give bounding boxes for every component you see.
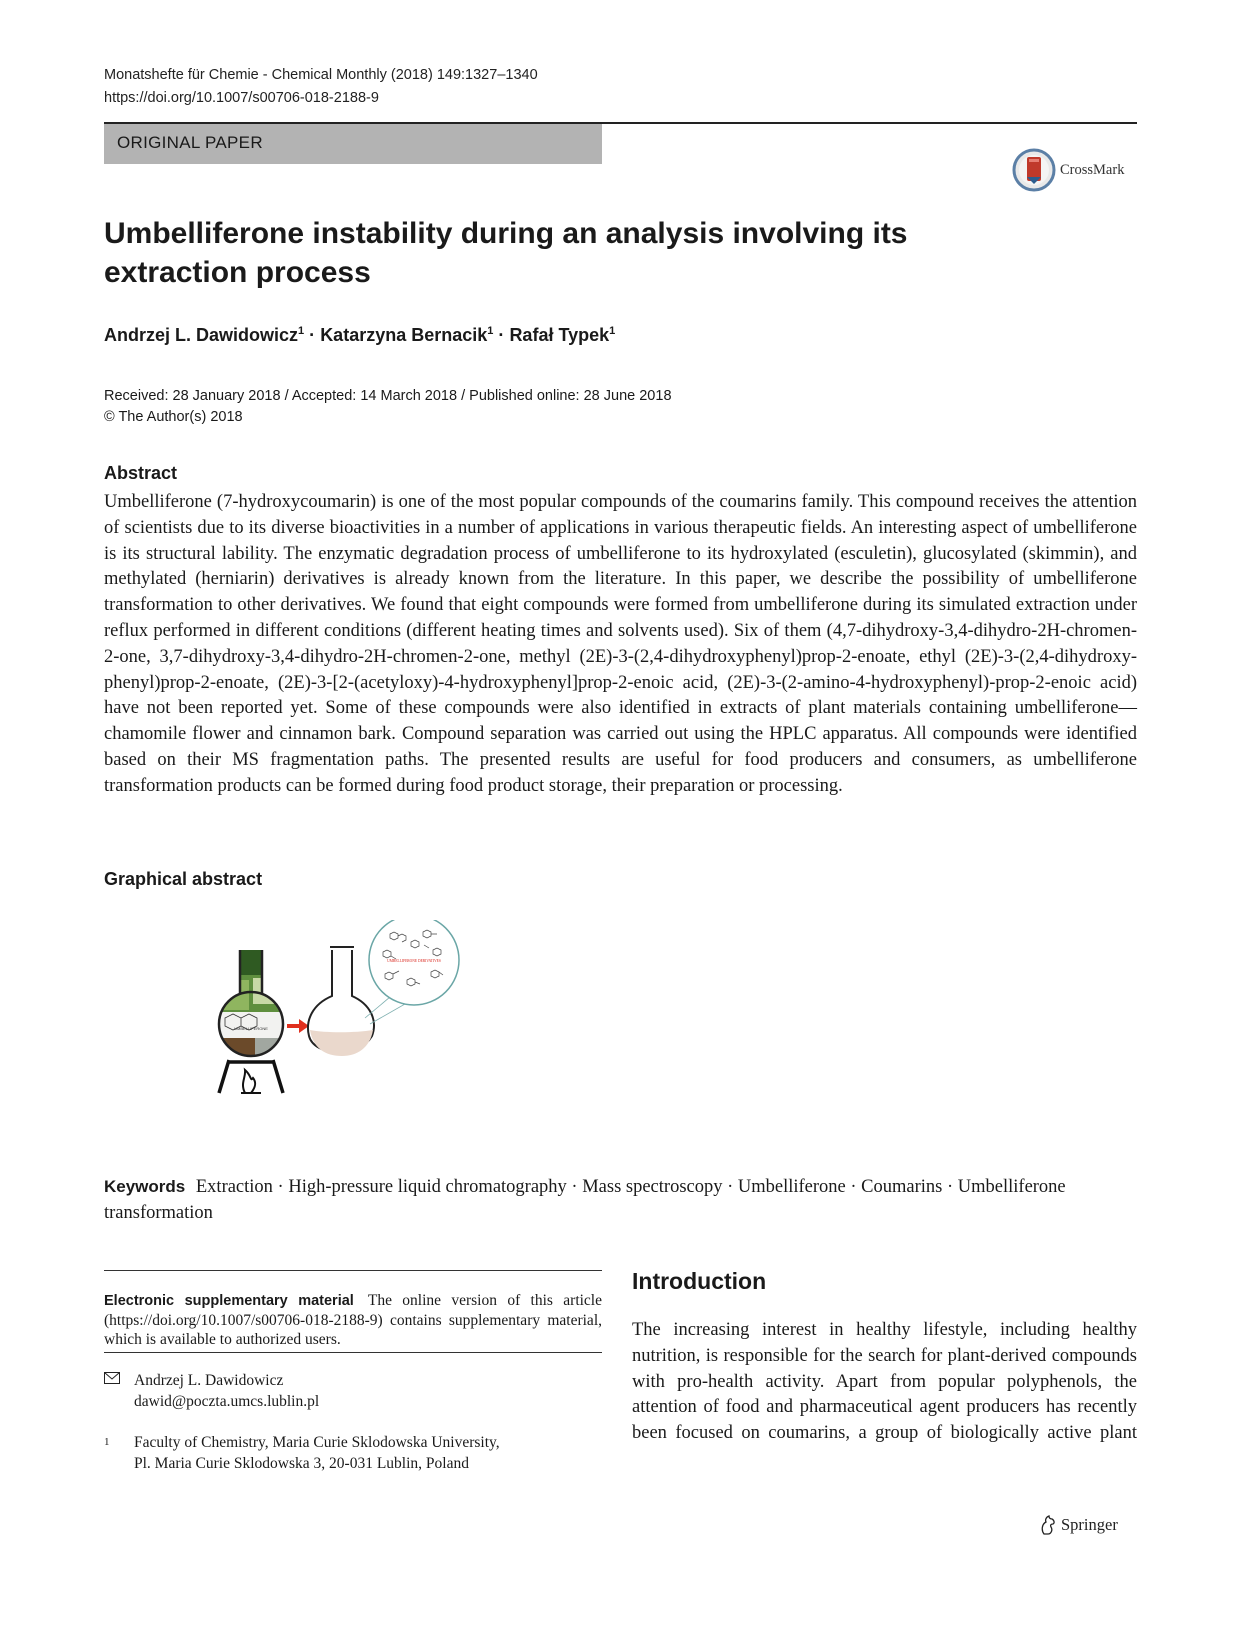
author-separator: · <box>498 325 505 345</box>
crossmark-icon <box>1012 148 1056 192</box>
author-affil-mark: 1 <box>609 325 616 337</box>
dates-line: Received: 28 January 2018 / Accepted: 14 March 2018 / Published online: 28 June 2018 <box>104 388 672 404</box>
arrow-icon <box>287 1019 309 1033</box>
copyright-line: © The Author(s) 2018 <box>104 409 243 425</box>
crossmark-badge[interactable] <box>1012 148 1124 192</box>
journal-name: Monatshefte für Chemie - Chemical Monthly (2018) 149:1327–1340 <box>104 67 538 83</box>
envelope-icon <box>104 1370 134 1391</box>
paper-title: Umbelliferone instability during an analysis involving its extraction process <box>104 217 908 289</box>
author-list <box>104 325 615 346</box>
publisher-logo <box>1038 1514 1118 1536</box>
derivatives-label: UMBELLIFERONE DERIVATIVES <box>387 959 441 963</box>
crossmark-label: CrossMark <box>1060 161 1125 178</box>
affiliation-line: Faculty of Chemistry, Maria Curie Sklodowska University, <box>134 1434 500 1451</box>
flask-structure-label: UMBELLIFERONE <box>234 1026 268 1031</box>
introduction-heading: Introduction <box>632 1268 767 1294</box>
derivatives-circle <box>369 920 459 1005</box>
affiliation-number: 1 <box>104 1436 110 1448</box>
author-affil-mark: 1 <box>487 325 494 337</box>
publication-dates <box>104 386 672 428</box>
supplementary-text: The online version of this article (https://doi.org/10.1007/s00706-018-2188-9) contains supplementary material, which is available to authorized users. <box>104 1292 602 1348</box>
author-name[interactable]: Andrzej L. Dawidowicz <box>104 325 299 345</box>
springer-horse-icon <box>1038 1514 1058 1536</box>
product-flask <box>308 947 374 1056</box>
graphical-abstract-figure <box>215 920 485 1110</box>
abstract-heading: Abstract <box>104 463 178 483</box>
contact-email[interactable]: dawid@poczta.umcs.lublin.pl <box>134 1393 320 1410</box>
introduction-text: The increasing interest in healthy lifestyle, including healthy nutrition, is responsible for the search for plant-derived compounds with pro-health activity. Apart from popular polyphenols, the attention of food and pharmaceutical agent producers has recently been focused on coumarins, a group of biologically active plant <box>632 1320 1137 1444</box>
contact-name: Andrzej L. Dawidowicz <box>134 1372 284 1389</box>
affiliation-line: Pl. Maria Curie Sklodowska 3, 20-031 Lublin, Poland <box>134 1455 469 1472</box>
keywords-list: Extraction · High-pressure liquid chromatography · Mass spectroscopy · Umbelliferone · Coumarins · Umbelliferone transformation <box>104 1177 1066 1223</box>
author-name[interactable]: Katarzyna Bernacik <box>320 325 488 345</box>
affiliation <box>104 1432 500 1474</box>
abstract-text: Umbelliferone (7-hydroxycoumarin) is one of the most popular compounds of the coumarins family. This compound receives the attention of scientists due to its diverse bioactivities in a number of applications in various therapeutic fields. An interesting aspect of umbelliferone is its structural lability. The enzymatic degradation process of umbelliferone to its hydroxylated (esculetin), glucosylated (skimmin), and methylated (herniarin) derivatives is already known from the literature. In this paper, we describe the possibility of umbelliferone transformation to other derivatives. We found that eight compounds were formed from umbelliferone during its simulated extraction under reflux performed in different conditions (different heating times and solvents used). Six of them (4,7-dihydroxy-3,4-dihydro-2H-chromen-2-one, 3,7-dihydroxy-3,4-dihydro-2H-chromen-2-one, methyl (2E)-3-(2,4-dihydroxyphenyl)prop-2-enoate, ethyl (2E)-3-(2,4-dihydroxyphenyl)prop-2-enoate, (2E)-3-[2-(acetyloxy)-4-hydroxyphenyl]prop-2-enoic acid, (2E)-3-(2-amino-4-hydroxyphenyl)-prop-2-enoic acid) have not been reported yet. Some of these compounds were also identified in extracts of plant materials containing umbelliferone—chamomile flower and cinnamon bark. Compound separation was carried out using the HPLC apparatus. All compounds were identified based on their MS fragmentation paths. The presented results are useful for food producers and consumers, as umbelliferone transformation products can be formed during food product storage, their preparation or processing. <box>104 492 1137 796</box>
author-affil-mark: 1 <box>298 325 305 337</box>
doi-link[interactable]: https://doi.org/10.1007/s00706-018-2188-9 <box>104 90 379 106</box>
journal-citation <box>104 64 538 110</box>
footnote-rule <box>104 1352 602 1353</box>
graphical-abstract-heading: Graphical abstract <box>104 869 263 889</box>
author-separator: · <box>309 325 316 345</box>
keywords-label: Keywords <box>104 1177 186 1196</box>
footnote-rule <box>104 1270 602 1271</box>
supplementary-label: Electronic supplementary material <box>104 1293 354 1309</box>
publisher-name: Springer <box>1061 1515 1118 1534</box>
supplementary-note <box>104 1291 602 1349</box>
article-type: ORIGINAL PAPER <box>117 133 263 152</box>
corresponding-author <box>104 1370 319 1412</box>
author-name[interactable]: Rafał Typek <box>509 325 610 345</box>
burner-stand-icon <box>219 1060 283 1093</box>
keywords-block <box>104 1174 1137 1226</box>
